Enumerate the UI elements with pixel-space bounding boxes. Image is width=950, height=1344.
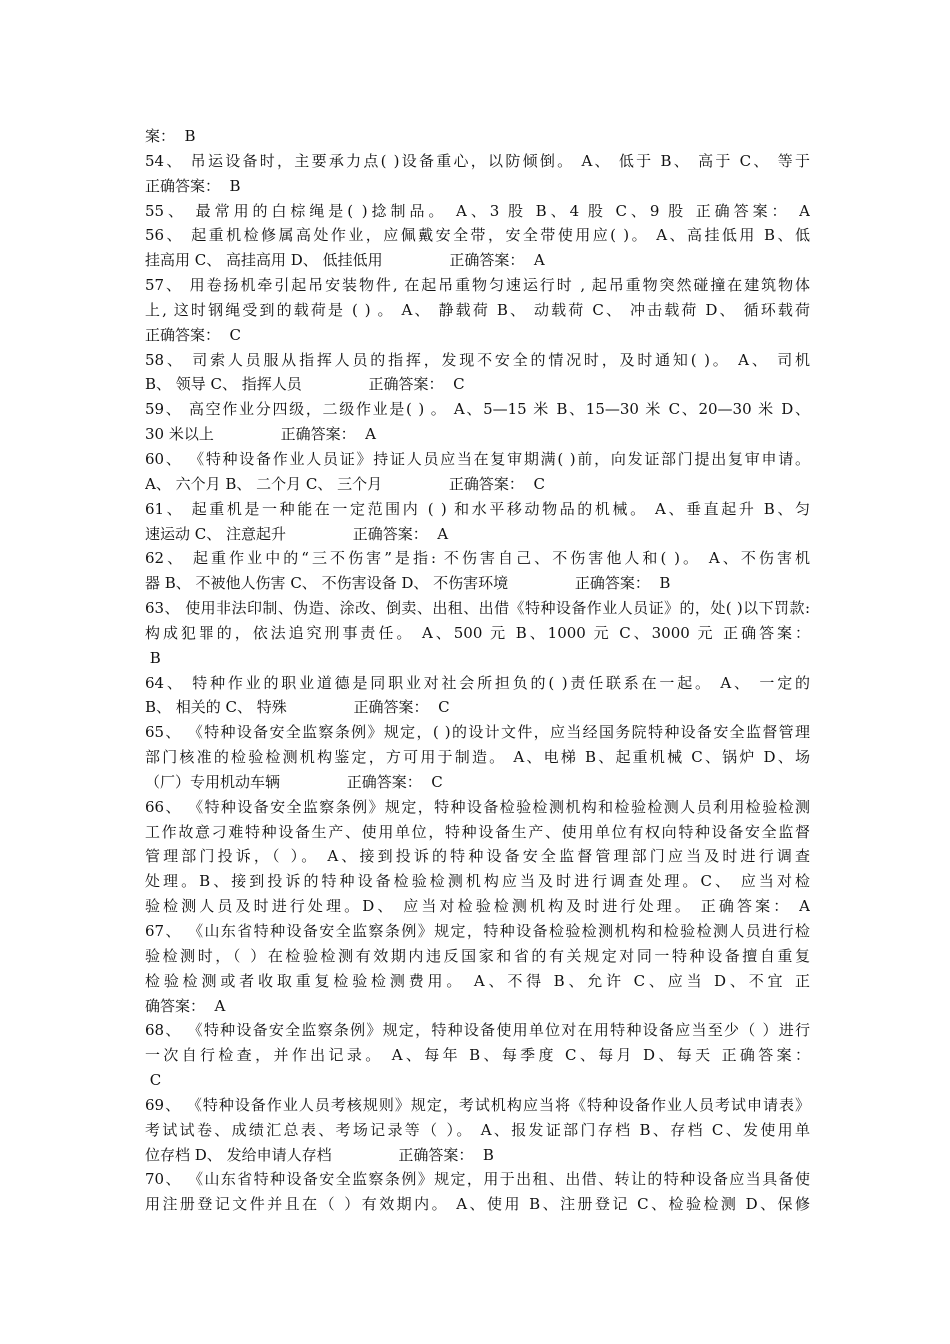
text-line: A、 六个月 B、 二个月 C、 三个月 正确答案： C [145,474,545,493]
text-line: 67、 《山东省特种设备安全监察条例》规定，特种设备检验检测机构和检验检测人员进行检 [145,922,810,940]
text-line: 考试试卷、成绩汇总表、考场记录等（ ）。 A、报发证部门存档 B、存档 C、发使用单 [145,1120,810,1139]
text-line: 处理。B、接到投诉的特种设备检验检测机构应当及时进行调查处理。C、 应当对检 [145,872,810,891]
text-line: 62、 起重作业中的“三不伤害”是指: 不伤害自己、不伤害他人和( )。 A、不伤害机 [145,549,810,568]
text-line: 61、 起重机是一种能在一定范围内 ( ) 和水平移动物品的机械。 A、垂直起升 B、匀 [145,499,810,518]
text-line: 57、 用卷扬机牵引起吊安装物件, 在起吊重物匀速运行时 , 起吊重物突然碰撞在建筑物体 [145,276,810,295]
text-line: 正确答案： B [145,176,241,195]
text-line: 工作故意刁难特种设备生产、使用单位，特种设备生产、使用单位有权向特种设备安全监督 [145,822,810,841]
text-line: 部门核准的检验检测机构鉴定，方可用于制造。 A、电梯 B、起重机械 C、锅炉 D、场 [145,748,810,767]
text-line: 验检测人员及时进行处理。D、 应当对检验检测机构及时进行处理。 正确答案： A [145,897,810,916]
text-line: 正确答案： C [145,325,242,344]
text-line: 68、 《特种设备安全监察条例》规定，特种设备使用单位对在用特种设备应当至少（ ）进行 [145,1021,810,1040]
text-line: 管理部门投诉，（ ）。 A、接到投诉的特种设备安全监督管理部门应当及时进行调查 [145,847,810,866]
text-line: B [145,648,161,667]
text-line: 66、 《特种设备安全监察条例》规定，特种设备检验检测机构和检验检测人员利用检验检测 [145,797,810,816]
text-line: B、 领导 C、 指挥人员 正确答案： C [145,375,465,394]
text-line: 30 米以上 正确答案： A [145,425,376,444]
text-line: 54、 吊运设备时，主要承力点( )设备重心，以防倾倒。 A、 低于 B、 高于 C、 等于 [145,151,810,170]
text-line: C [145,1071,162,1090]
text-line: 上, 这时钢绳受到的载荷是 ( ) 。 A、 静载荷 B、 动载荷 C、 冲击载荷 D、 循环载荷 [145,300,810,319]
text-line: 69、 《特种设备作业人员考核规则》规定，考试机构应当将《特种设备作业人员考试申请表》 [145,1095,810,1114]
text-line: 63、 使用非法印制、伪造、涂改、倒卖、出租、出借《特种设备作业人员证》的，处( )以下罚款: [145,599,810,618]
text-line: 用注册登记文件并且在（ ）有效期内。 A、使用 B、注册登记 C、检验检测 D、保修 [145,1195,810,1214]
text-line: B、 相关的 C、 特殊 正确答案： C [145,698,450,717]
text-line: 位存档 D、 发给申请人存档 正确答案： B [145,1145,494,1164]
text-line: 构成犯罪的，依法追究刑事责任。 A、500 元 B、1000 元 C、3000 元 正确答案： [145,623,810,642]
text-line: 确答案： A [145,996,226,1015]
text-line: 检验检测或者收取重复检验检测费用。 A、不得 B、允许 C、应当 D、不宜 正 [145,971,810,990]
text-line: 58、 司索人员服从指挥人员的指挥，发现不安全的情况时，及时通知( )。 A、 司机 [145,350,810,369]
text-line: 60、 《特种设备作业人员证》持证人员应当在复审期满( )前，向发证部门提出复审申请。 [145,449,810,468]
text-line: 56、 起重机检修属高处作业，应佩戴安全带，安全带使用应( )。 A、高挂低用 B、低 [145,226,810,245]
text-line: 65、 《特种设备安全监察条例》规定，( )的设计文件，应当经国务院特种设备安全监督管理 [145,723,810,742]
text-line: 案： B [145,127,196,145]
question-text-block [145,124,810,1217]
text-line: 70、 《山东省特种设备安全监察条例》规定，用于出租、出借、转让的特种设备应当具备使 [145,1170,810,1189]
text-line: 一次自行检查，并作出记录。 A、每年 B、每季度 C、每月 D、每天 正确答案： [145,1046,810,1065]
text-line: 速运动 C、 注意起升 正确答案： A [145,524,449,543]
text-line: 器 B、 不被他人伤害 C、 不伤害设备 D、 不伤害环境 正确答案： B [145,574,671,593]
text-line: 64、 特种作业的职业道德是同职业对社会所担负的( )责任联系在一起。 A、 一定的 [145,673,810,692]
text-line: 验检测时，（ ）在检验检测有效期内违反国家和省的有关规定对同一特种设备擅自重复 [145,946,810,965]
text-line: 挂高用 C、 高挂高用 D、 低挂低用 正确答案： A [145,251,545,270]
text-line: 59、 高空作业分四级，二级作业是( ) 。 A、5—15 米 B、15—30 米 C、20—30 米 D、 [145,400,810,419]
text-line: 55、 最常用的白棕绳是( )捻制品。 A、3 股 B、4 股 C、9 股 正确答案： A [145,201,810,220]
text-line: （厂）专用机动车辆 正确答案： C [145,772,443,791]
